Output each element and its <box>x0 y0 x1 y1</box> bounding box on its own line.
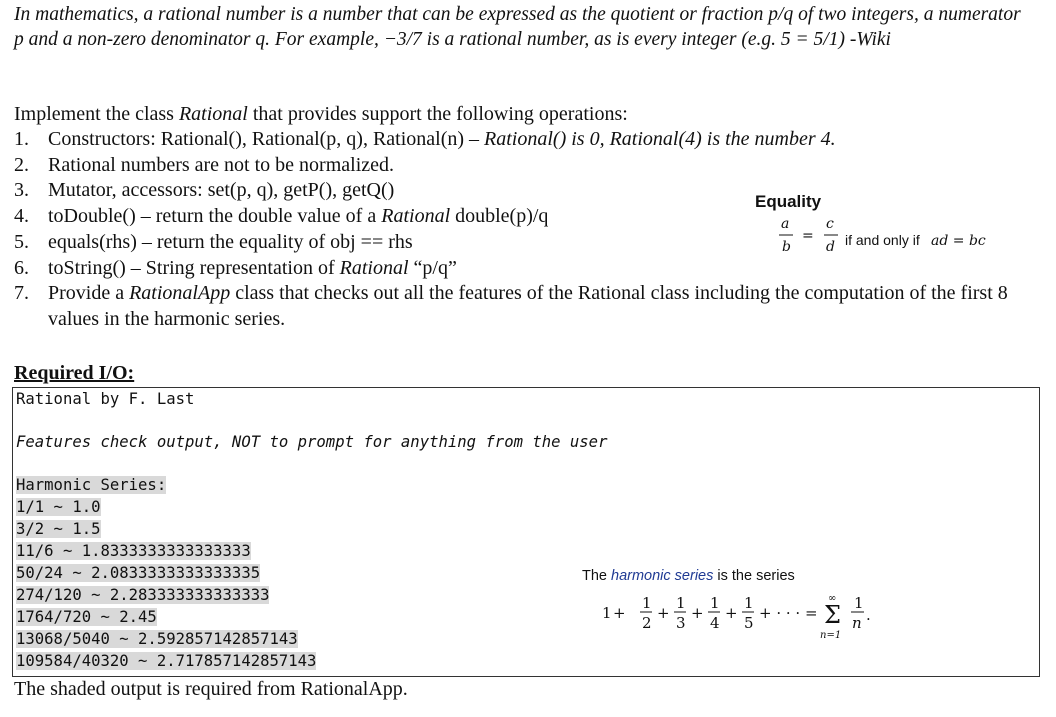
harmonic-row: 1/1 ~ 1.0 <box>16 498 101 516</box>
svg-text:1: 1 <box>642 594 652 612</box>
svg-text:Σ: Σ <box>824 601 841 629</box>
svg-text:+: + <box>691 604 704 622</box>
required-io-heading: Required I/O: <box>14 362 135 384</box>
requirement-item: 6. toString() – String representation of Rational “p/q” <box>14 256 457 279</box>
frac-a-num: a <box>781 216 790 232</box>
svg-text:1: 1 <box>744 594 754 612</box>
requirement-item: 2. Rational numbers are not to be normalized. <box>14 153 395 176</box>
iff-label: if and only if <box>845 232 920 248</box>
svg-text:n=1: n=1 <box>820 630 842 641</box>
harmonic-row: 13068/5040 ~ 2.592857142857143 <box>16 630 298 648</box>
frac-c-num: c <box>826 216 834 232</box>
svg-text:5: 5 <box>744 614 754 632</box>
harmonic-title: Harmonic Series: <box>16 476 167 494</box>
svg-text:+: + <box>657 604 670 622</box>
harmonic-row: 50/24 ~ 2.0833333333333335 <box>16 564 261 582</box>
svg-text:3: 3 <box>676 614 686 632</box>
frac-b-den: b <box>782 239 791 255</box>
svg-text:1: 1 <box>676 594 686 612</box>
harmonic-row: 11/6 ~ 1.8333333333333333 <box>16 542 251 560</box>
svg-text:+: + <box>725 604 738 622</box>
harmonic-row: 274/120 ~ 2.283333333333333 <box>16 586 270 604</box>
svg-text:+ · · · =: + · · · = <box>759 604 818 622</box>
equality-box <box>755 192 1025 270</box>
svg-text:1: 1 <box>710 594 720 612</box>
equality-formula <box>755 214 1025 264</box>
harmonic-caption: The harmonic series is the series <box>582 568 795 584</box>
footer-note: The shaded output is required from RationalApp. <box>14 678 408 700</box>
requirement-item: 5. equals(rhs) – return the equality of obj == rhs <box>14 230 413 253</box>
requirement-item: 3. Mutator, accessors: set(p, q), getP(), getQ() <box>14 179 395 202</box>
harmonic-series-box <box>580 568 1020 648</box>
svg-text:∞: ∞ <box>828 593 837 604</box>
svg-text:1: 1 <box>854 594 864 612</box>
svg-text:2: 2 <box>642 614 652 632</box>
iff-rhs: ad = bc <box>931 233 986 249</box>
frac-d-den: d <box>826 239 835 255</box>
requirement-item: 7. Provide a RationalApp class that checks out all the features of the Rational class including the computation of the first 8 values in the harmonic series. <box>14 282 1008 330</box>
svg-text:n: n <box>852 614 862 632</box>
console-line: Rational by F. Last <box>16 390 195 408</box>
console-line: Features check output, NOT to prompt for anything from the user <box>16 433 608 451</box>
requirement-item: 4. toDouble() – return the double value of a Rational double(p)/q <box>14 205 549 228</box>
svg-text:.: . <box>866 606 871 624</box>
svg-text:1: 1 <box>602 604 612 622</box>
class-name: Rational <box>178 103 248 125</box>
harmonic-row: 1764/720 ~ 2.45 <box>16 608 157 626</box>
harmonic-row: 109584/40320 ~ 2.717857142857143 <box>16 652 317 670</box>
harmonic-row: 3/2 ~ 1.5 <box>16 520 101 538</box>
svg-text:4: 4 <box>710 614 720 632</box>
harmonic-formula <box>602 590 902 650</box>
svg-text:+: + <box>613 604 626 622</box>
requirement-item: 1. Constructors: Rational(), Rational(p, q), Rational(n) – Rational() is 0, Rational(4) is the number 4. <box>14 128 836 150</box>
intro-paragraph: In mathematics, a rational number is a number that can be expressed as the quotient or fraction p/q of two integers, a numerator p and a non-zero denominator q. For example, −3/7 is a rational number, as is every integer (e.g. 5 = 5/1) -Wiki <box>14 4 1021 50</box>
implement-instruction: Implement the class Rational that provides support the following operations: <box>14 103 628 125</box>
svg-text:=: = <box>802 228 814 244</box>
equality-title: Equality <box>755 192 822 211</box>
